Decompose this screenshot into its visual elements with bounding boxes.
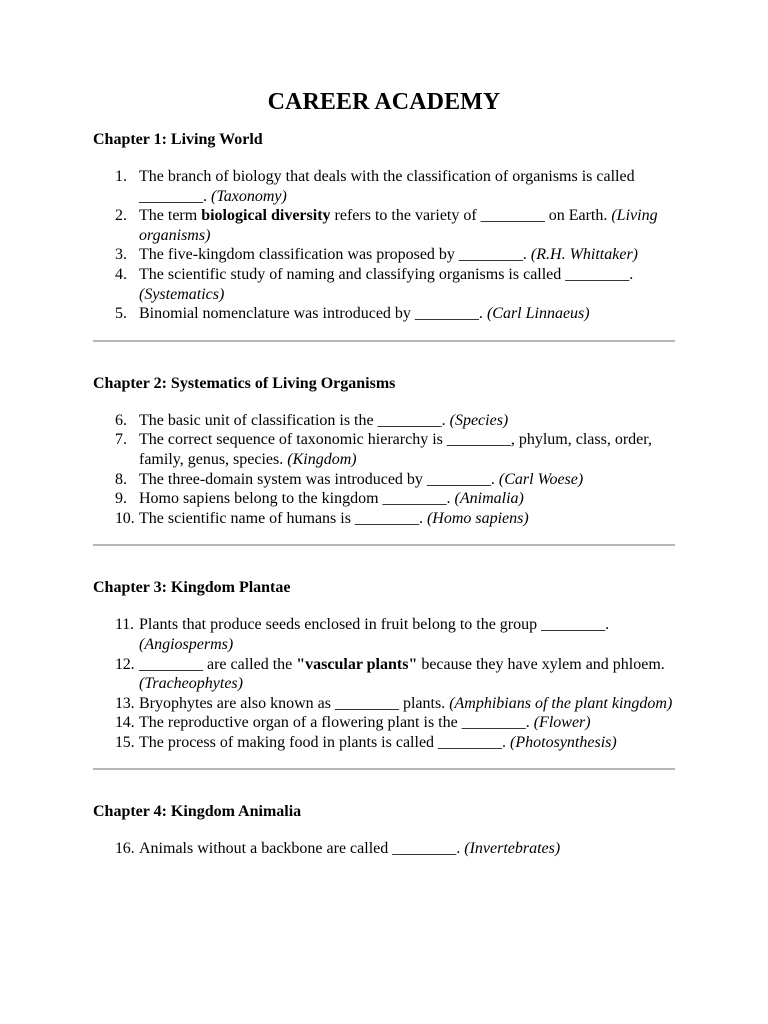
question-number: 14. [115,714,135,732]
question-text: Animals without a backbone are called ________. [139,840,465,858]
question-number: 6. [115,411,127,429]
question-list [93,615,675,752]
question-answer: (Species) [449,411,509,429]
question-bold-term: "vascular plants" [296,655,418,673]
question-text-continued: because they have xylem and phloem. [417,655,665,673]
chapter-heading: Chapter 1: Living World [93,131,263,148]
section-divider [93,340,675,342]
question-number: 9. [115,490,127,508]
question-item [93,489,675,509]
question-item [93,615,675,654]
question-text: The scientific name of humans is ________. [139,509,427,527]
question-text: Plants that produce seeds enclosed in fruit belong to the group ________. [139,616,610,634]
question-number: 12. [115,655,135,673]
question-item [93,470,675,490]
question-number: 4. [115,265,127,283]
question-number: 3. [115,246,127,264]
question-item [93,304,675,324]
document-page [93,86,675,859]
question-number: 10. [115,509,135,527]
question-text: The term [139,207,202,225]
question-list [93,411,675,529]
question-item [93,713,675,733]
question-number: 1. [115,168,127,185]
question-text: The branch of biology that deals with the classification of organisms is called ________. [139,168,635,205]
section-divider [93,544,675,546]
question-text: ________ are called the [139,655,297,673]
question-item [93,245,675,265]
question-item [93,167,675,206]
chapter-heading: Chapter 2: Systematics of Living Organisms [93,374,396,392]
question-number: 11. [115,616,134,634]
question-item [93,694,675,714]
question-text: Homo sapiens belong to the kingdom ________. [139,490,455,508]
question-answer: (R.H. Whittaker) [530,246,638,264]
question-number: 8. [115,470,127,488]
question-item [93,509,675,529]
question-bold-term: biological diversity [201,207,331,225]
section-divider [93,768,675,770]
question-answer: (Taxonomy) [211,187,287,205]
question-answer: (Carl Woese) [498,470,584,488]
question-answer: (Photosynthesis) [510,733,617,751]
question-answer: (Kingdom) [287,450,357,468]
question-text: The basic unit of classification is the ________. [139,411,450,429]
question-item [93,411,675,431]
question-item [93,206,675,245]
question-text: Binomial nomenclature was introduced by ________. [139,305,487,323]
question-item [93,839,675,859]
question-text: The five-kingdom classification was proposed by ________. [139,246,531,264]
chapter-heading: Chapter 3: Kingdom Plantae [93,579,291,597]
chapter-3-section [93,578,675,752]
question-answer: (Systematics) [139,285,225,303]
page-title: CAREER ACADEMY [267,89,501,115]
question-text: The scientific study of naming and classifying organisms is called ________. [139,265,634,283]
question-answer: (Carl Linnaeus) [486,305,590,323]
question-item [93,655,675,694]
question-number: 7. [115,431,127,449]
question-number: 5. [115,305,127,323]
question-text: The three-domain system was introduced by ________. [139,470,499,488]
question-text: The correct sequence of taxonomic hierarchy is ________, phylum, class, order, family, genus, species. [139,431,652,468]
question-answer: (Flower) [533,714,591,732]
question-number: 2. [115,207,127,225]
question-item [93,430,675,469]
question-number: 16. [115,840,135,858]
question-answer: (Invertebrates) [464,840,561,858]
question-item [93,733,675,753]
chapter-heading: Chapter 4: Kingdom Animalia [93,803,302,821]
question-answer: (Homo sapiens) [426,509,529,527]
question-text-continued: refers to the variety of ________ on Earth. [330,207,612,225]
question-answer: (Angiosperms) [139,635,234,653]
question-list [93,839,675,859]
question-answer: (Animalia) [454,490,524,508]
question-text: The process of making food in plants is called ________. [139,733,511,751]
question-item [93,265,675,304]
question-number: 13. [115,694,135,712]
question-number: 15. [115,733,135,751]
chapter-2-section [93,374,675,529]
chapter-4-section [93,802,675,859]
question-answer: (Tracheophytes) [139,675,243,693]
question-text: Bryophytes are also known as ________ plants. [139,694,450,712]
question-list [93,167,675,324]
question-answer: (Amphibians of the plant kingdom) [449,694,673,712]
question-text: The reproductive organ of a flowering plant is the ________. [139,714,534,732]
chapter-1-section [93,130,675,324]
question-answer: (Living organisms) [139,207,658,244]
